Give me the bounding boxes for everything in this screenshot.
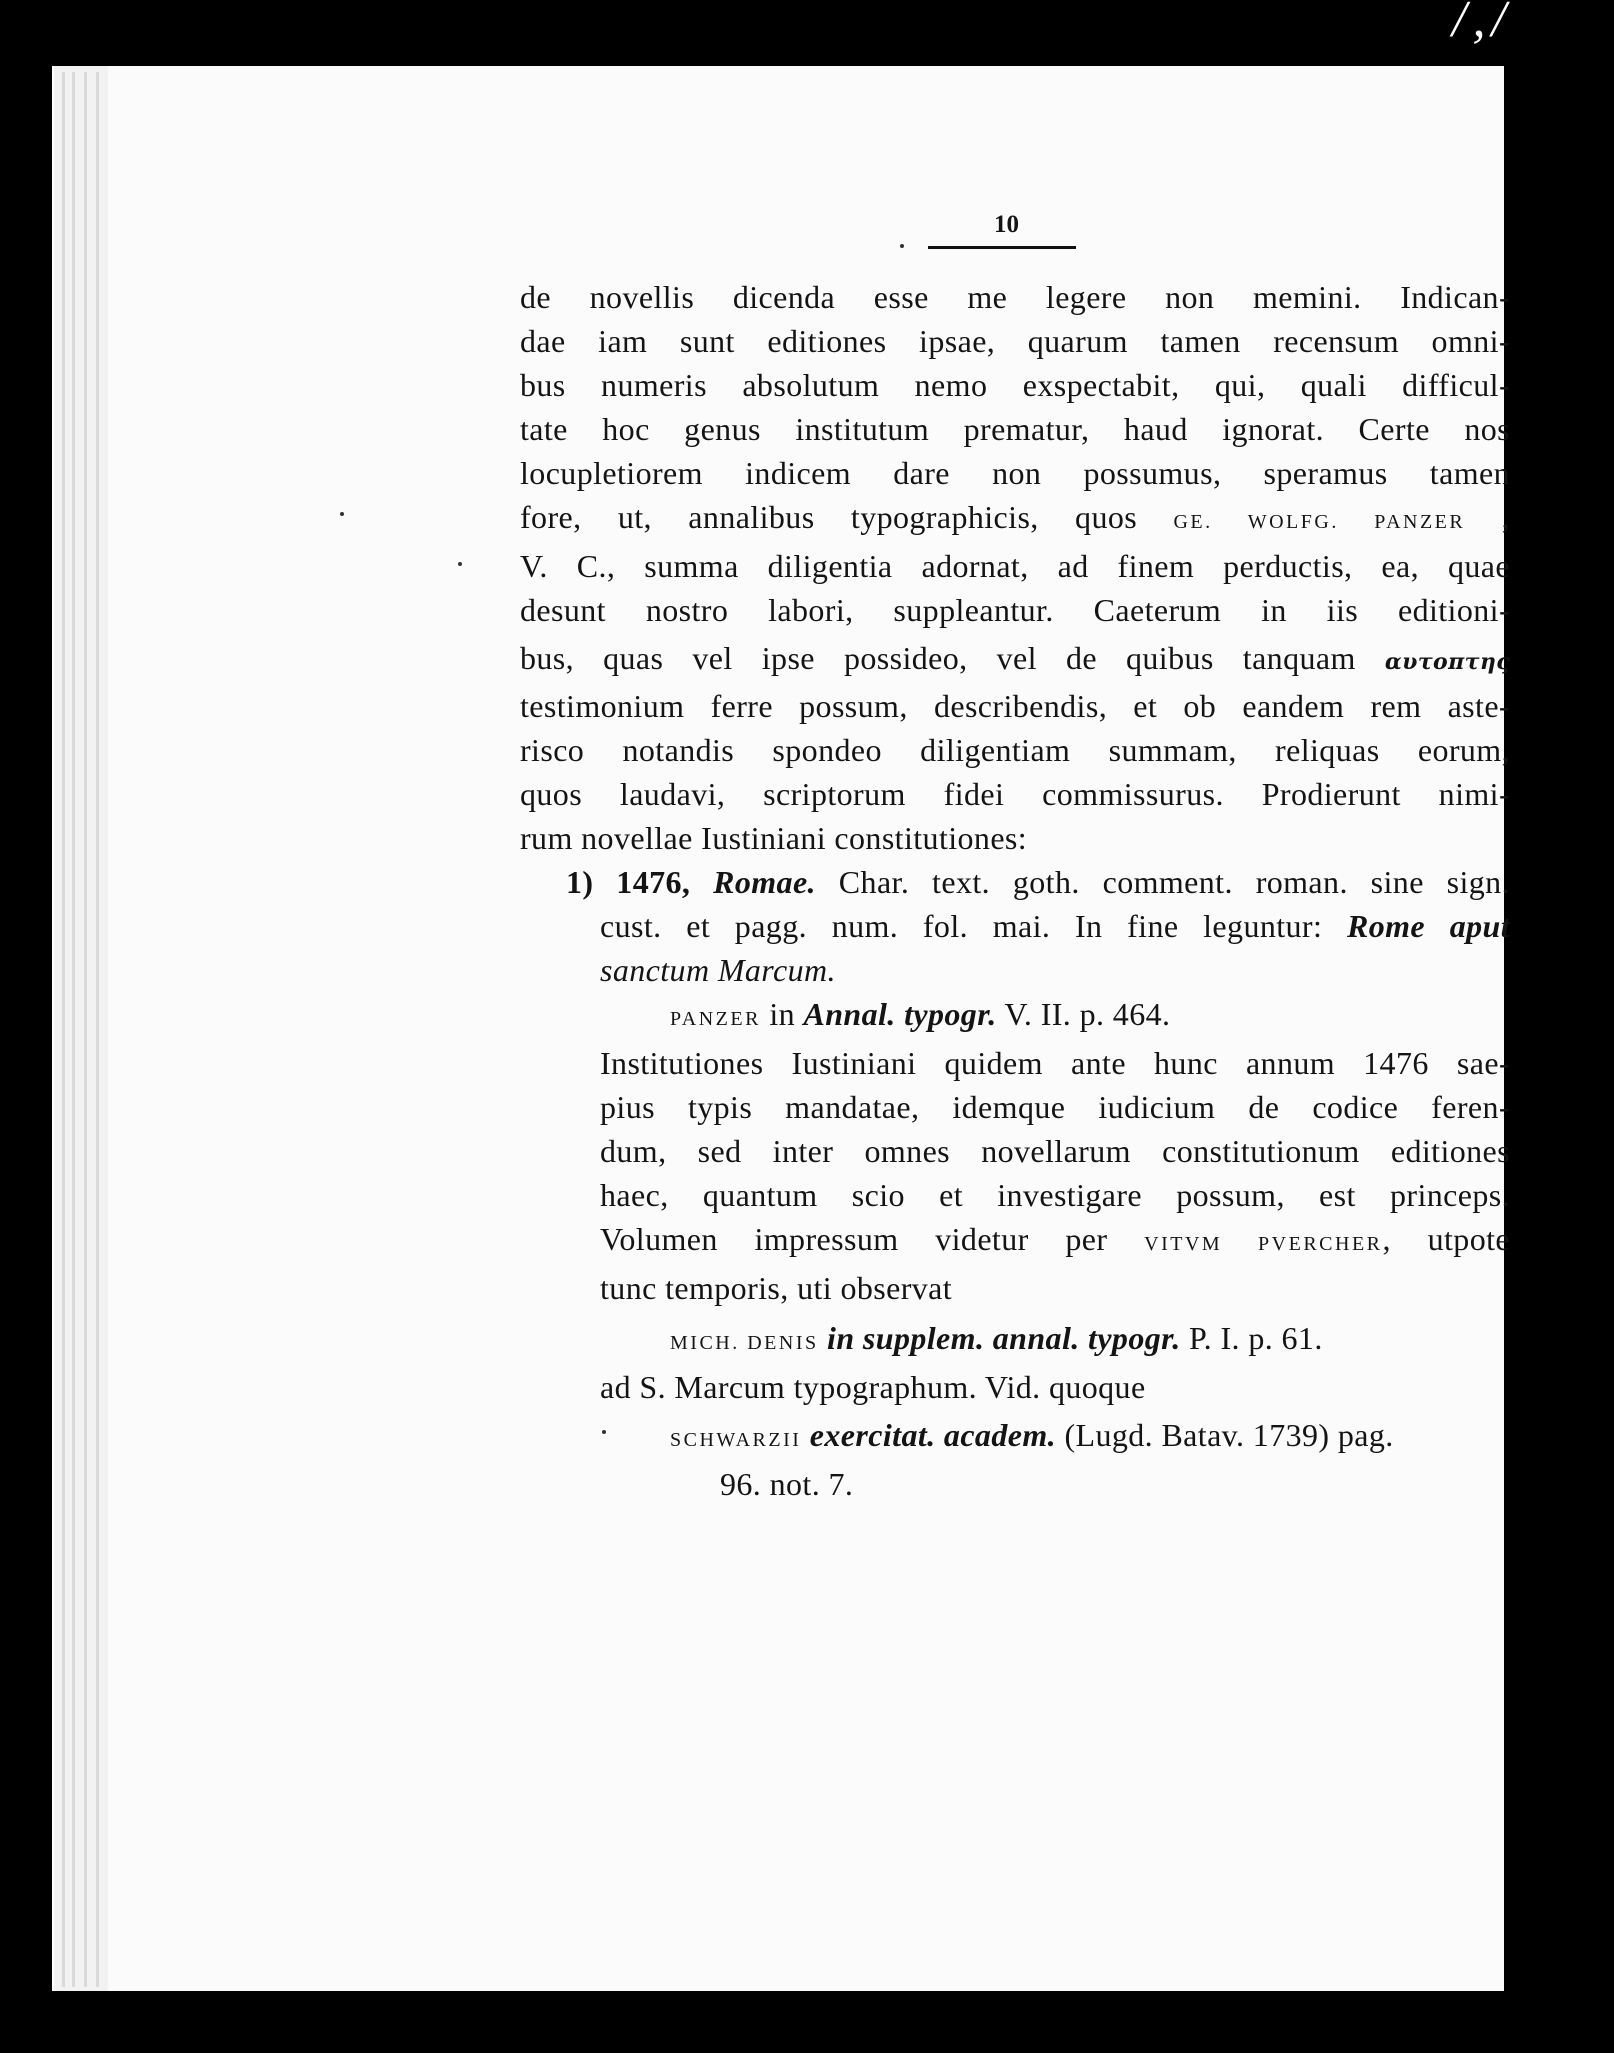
author-name: GE. WOLFG. PANZER [1173,511,1466,533]
text-line: rum novellae Iustiniani constitutiones: [520,820,1028,856]
text-line: ad S. Marcum typographum. Vid. quoque [600,1369,1146,1405]
text-line: V. C., summa diligentia adornat, ad finem perductis, ea, quae [520,548,1510,584]
ref-title: Annal. typogr. [803,996,997,1032]
reference-line [670,1316,1510,1365]
text-line: dum, sed inter omnes novellarum constitutionum editiones [600,1133,1510,1169]
ref-author: MICH. DENIS [670,1332,819,1354]
speck [900,244,904,248]
text-segment: bus, quas vel ipse possideo, vel de quibus tanquam [520,640,1356,676]
text-segment: , utpote [1382,1221,1510,1257]
ref-title: exercitat. academ. [809,1417,1057,1453]
ref-title: in supplem. annal. typogr. [827,1320,1181,1356]
text-line: quos laudavi, scriptorum fidei commissurus. Prodierunt nimi- [520,776,1510,812]
entry-line [600,904,1510,948]
text-line: risco notandis spondeo diligentiam summam, reliquas eorum, [520,732,1510,768]
entry-year: 1476, [616,864,691,900]
page-edge [72,72,75,1987]
text-line [600,1217,1510,1266]
text-line [520,495,1510,544]
ref-location: V. II. p. 464. [1004,996,1171,1032]
page-edge [84,72,87,1987]
page-edge [62,72,65,1987]
header-rule [928,246,1076,249]
text-line: desunt nostro labori, suppleantur. Caeterum in iis editioni- [520,592,1510,628]
reference-line [670,1413,1510,1462]
ref-pre: in [769,996,796,1032]
printer-name: VITVM PVERCHER [1144,1233,1383,1255]
text-line: bus numeris absolutum nemo exspectabit, qui, quali difficul- [520,367,1510,403]
text-line: pius typis mandatae, idemque iudicium de codice feren- [600,1089,1510,1125]
text-line: testimonium ferre possum, describendis, et ob eandem rem aste- [520,688,1510,724]
body-text [520,275,1510,1506]
colophon: Rome aput [1346,908,1510,944]
page-number: 10 [994,211,1019,238]
entry-number: 1) [566,864,594,900]
text-line [520,636,1510,684]
text-segment: fore, ut, annalibus typographicis, quos [520,499,1138,535]
text-line: Institutiones Iustiniani quidem ante hunc annum 1476 sae- [600,1045,1510,1081]
ref-author: SCHWARZII [670,1429,802,1451]
reference-line [670,992,1510,1041]
ref-location: P. I. p. 61. [1189,1320,1323,1356]
page-edge [96,72,99,1987]
speck [340,512,344,516]
scan-mark: /,/ [1452,0,1512,48]
entry-description: Char. text. goth. comment. roman. sine sign. [838,864,1510,900]
reference-continuation: 96. not. 7. [720,1466,854,1502]
text-line: dae iam sunt editiones ipsae, quarum tamen recensum omni- [520,323,1510,359]
text-line: tunc temporis, uti observat [600,1270,953,1306]
text-line: haec, quantum scio et investigare possum, est princeps. [600,1177,1510,1213]
greek-word: αυτοπτης [1384,649,1511,675]
text-line: tate hoc genus institutum prematur, haud ignorat. Certe nos [520,411,1510,447]
text-segment: Volumen impressum videtur per [600,1221,1108,1257]
ref-location: (Lugd. Batav. 1739) pag. [1064,1417,1394,1453]
entry-line [566,860,1510,904]
entry-place: Romae. [713,864,816,900]
ref-author: PANZER [670,1008,761,1030]
text-segment: , [1501,499,1510,535]
text-line: de novellis dicenda esse me legere non memini. Indican- [520,279,1510,315]
text-line: locupletiorem indicem dare non possumus, speramus tamen [520,455,1510,491]
entry-description: cust. et pagg. num. fol. mai. In fine leguntur: [600,908,1323,944]
speck [458,562,462,566]
colophon-line: sanctum Marcum. [600,952,836,988]
